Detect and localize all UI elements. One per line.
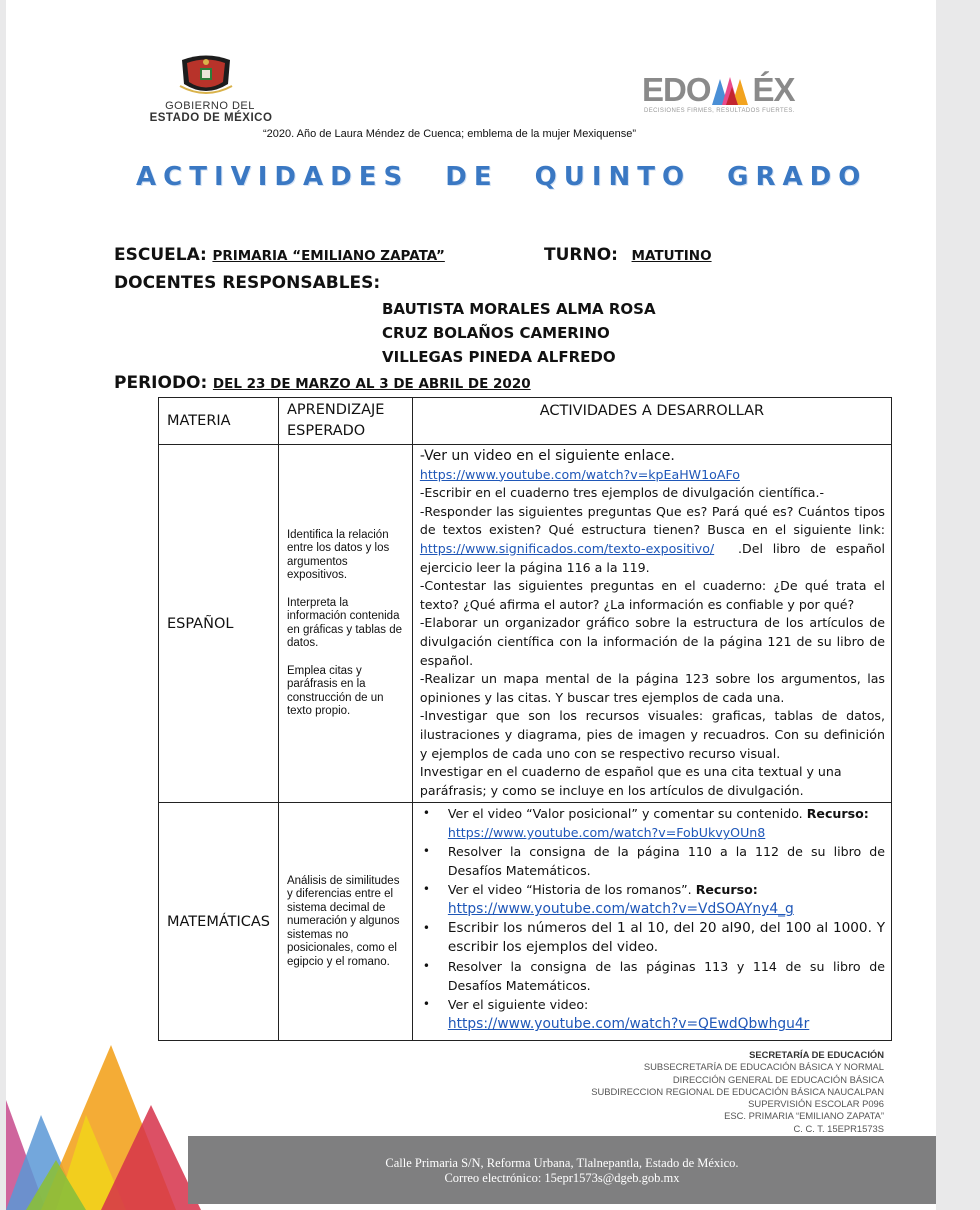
espanol-activity-3-text: -Responder las siguientes preguntas Que es? Pará qué es? Cuántos tipos de textos existen? Qué estructura tienen? Busca en el siguiente link: <box>419 503 885 538</box>
math-recurso-label-1: Recurso: <box>806 806 869 822</box>
periodo-value: DEL 23 DE MARZO AL 3 DE ABRIL DE 2020 <box>212 376 531 392</box>
espanol-activity-1: -Ver un video en el siguiente enlace. <box>419 448 675 464</box>
espanol-activity-8: Investigar en el cuaderno de español que es una cita textual y una paráfrasis; y como se incluye en los artículos de divulgación. <box>419 764 842 798</box>
table-row-matematicas <box>159 803 892 1041</box>
gobierno-line1: GOBIERNO DEL <box>165 100 255 112</box>
page-title: ACTIVIDADES DE QUINTO GRADO <box>136 162 868 192</box>
footer-line-5: SUPERVISIÓN ESCOLAR P096 <box>748 1098 884 1110</box>
header-actividades: ACTIVIDADES A DESARROLLAR <box>412 398 891 445</box>
math-recurso-label-2: Recurso: <box>695 882 758 898</box>
teacher-1: BAUTISTA MORALES ALMA ROSA <box>382 300 656 318</box>
math-activity-3-text: Ver el video “Historia de los romanos”. <box>447 882 692 898</box>
escuela-value: PRIMARIA “EMILIANO ZAPATA” <box>212 248 445 264</box>
espanol-significados-link[interactable]: https://www.significados.com/texto-expositivo/ <box>419 540 715 556</box>
subject-espanol: ESPAÑOL <box>159 445 279 803</box>
activities-matematicas <box>412 803 891 1041</box>
turno-row <box>544 245 712 265</box>
document-page <box>6 0 936 1210</box>
math-activity-6-text: Ver el siguiente video: <box>447 997 589 1013</box>
math-activity-2: • Resolver la consigna de la página 110 a la 112 de su libro de Desafíos Matemáticos. <box>420 842 885 880</box>
footer-line-7: C. C. T. 15EPR1573S <box>793 1122 884 1134</box>
edomex-m-icon <box>712 75 752 105</box>
espanol-activity-3 <box>420 503 885 577</box>
header-aprendizaje: APRENDIZAJE ESPERADO <box>278 398 412 445</box>
math-video-link-2[interactable]: https://www.youtube.com/watch?v=VdSOAYny4_g <box>447 901 794 918</box>
footer-bar <box>188 1136 936 1204</box>
math-video-link-3[interactable]: https://www.youtube.com/watch?v=QEwdQbwhgu4r <box>447 1016 810 1033</box>
espanol-activity-2: -Escribir en el cuaderno tres ejemplos de divulgación científica.- <box>419 485 825 501</box>
espanol-activity-6: -Realizar un mapa mental de la página 123 sobre los argumentos, las opiniones y las citas. Y buscar tres ejemplos de cada una. <box>419 671 885 705</box>
periodo-row <box>114 373 531 393</box>
footer-line-3: DIRECCIÓN GENERAL DE EDUCACIÓN BÁSICA <box>672 1073 884 1085</box>
espanol-activity-3b-text: .Del libro de español ejercicio leer la página 116 a la 119. <box>419 540 885 575</box>
learning-espanol-3: Emplea citas y paráfrasis en la construcción de un texto propio. <box>286 664 384 718</box>
math-video-link-1[interactable]: https://www.youtube.com/watch?v=FobUkvyOUn8 <box>447 825 766 841</box>
escuela-row <box>114 245 445 265</box>
activities-table <box>158 397 892 1041</box>
footer-line-4: SUBDIRECCION REGIONAL DE EDUCACIÓN BÁSICA NAUCALPAN <box>591 1085 884 1097</box>
secretaria-block <box>591 1049 884 1135</box>
learning-espanol-1: Identifica la relación entre los datos y los argumentos expositivos. <box>286 528 390 582</box>
math-activity-1-text: Ver el video “Valor posicional” y comentar su contenido. <box>447 806 803 822</box>
math-activity-5: • Resolver la consigna de las páginas 113 y 114 de su libro de Desafíos Matemáticos. <box>420 957 885 995</box>
espanol-activity-4: -Contestar las siguientes preguntas en el cuaderno: ¿De qué trata el texto? ¿Qué afirma el autor? ¿La información es confiable y por qué? <box>419 578 885 612</box>
learning-espanol <box>278 445 412 803</box>
periodo-label: PERIODO: <box>114 373 208 393</box>
turno-label: TURNO: <box>544 245 618 265</box>
escuela-label: ESCUELA: <box>114 245 207 265</box>
math-activity-4: • Escribir los números del 1 al 10, del 20 al90, del 100 al 1000. Y escribir los ejemplos del video. <box>420 919 885 957</box>
math-activity-3 <box>420 880 885 919</box>
math-activity-6 <box>420 995 885 1034</box>
footer-line-2: SUBSECRETARÍA DE EDUCACIÓN BÁSICA Y NORMAL <box>643 1061 884 1073</box>
teacher-2: CRUZ BOLAÑOS CAMERINO <box>382 324 610 342</box>
activities-espanol <box>412 445 891 803</box>
espanol-activity-7: -Investigar que son los recursos visuales: graficas, tablas de datos, ilustraciones y diagrama, pies de imagen y recuadros. Con su definición y ejemplos de cada uno con se respectivo recurso visual. <box>419 708 885 761</box>
gobierno-line2: ESTADO DE MÉXICO <box>149 112 273 124</box>
edomex-brand-left: EDO <box>642 71 711 108</box>
state-seal-icon <box>176 54 236 96</box>
learning-espanol-2: Interpreta la información contenida en gráficas y tablas de datos. <box>286 596 403 650</box>
math-activity-1 <box>420 804 885 842</box>
edomex-logo <box>642 72 842 120</box>
footer-line-1: SECRETARÍA DE EDUCACIÓN <box>749 1049 884 1060</box>
decorative-triangles-icon <box>6 1040 206 1210</box>
docentes-label: DOCENTES RESPONSABLES: <box>114 273 381 293</box>
espanol-activity-5: -Elaborar un organizador gráfico sobre la estructura de los artículos de divulgación científica con la información de la página 121 de su libro de español. <box>419 615 885 668</box>
turno-value: MATUTINO <box>631 248 712 264</box>
footer-line-6: ESC. PRIMARIA “EMILIANO ZAPATA” <box>724 1110 884 1122</box>
learning-matematicas: Análisis de similitudes y diferencias entre el sistema decimal de numeración y algunos sistemas no posicionales, como el egipcio y el romano. <box>278 803 412 1041</box>
espanol-video-link[interactable]: https://www.youtube.com/watch?v=kpEaHW1oAFo <box>419 466 740 482</box>
edomex-tagline: DECISIONES FIRMES, RESULTADOS FUERTES. <box>644 108 795 114</box>
table-row-espanol <box>159 445 892 803</box>
teacher-3: VILLEGAS PINEDA ALFREDO <box>382 348 616 366</box>
edomex-brand-right: ÉX <box>752 71 795 108</box>
year-motto: “2020. Año de Laura Méndez de Cuenca; emblema de la mujer Mexiquense” <box>263 128 637 140</box>
gobierno-logo <box>121 52 301 124</box>
header-materia: MATERIA <box>159 398 279 445</box>
footer-email: Correo electrónico: 15epr1573s@dgeb.gob.mx <box>444 1171 680 1185</box>
footer-address: Calle Primaria S/N, Reforma Urbana, Tlalnepantla, Estado de México. <box>385 1156 739 1170</box>
subject-matematicas: MATEMÁTICAS <box>159 803 279 1041</box>
table-header-row <box>159 398 892 445</box>
